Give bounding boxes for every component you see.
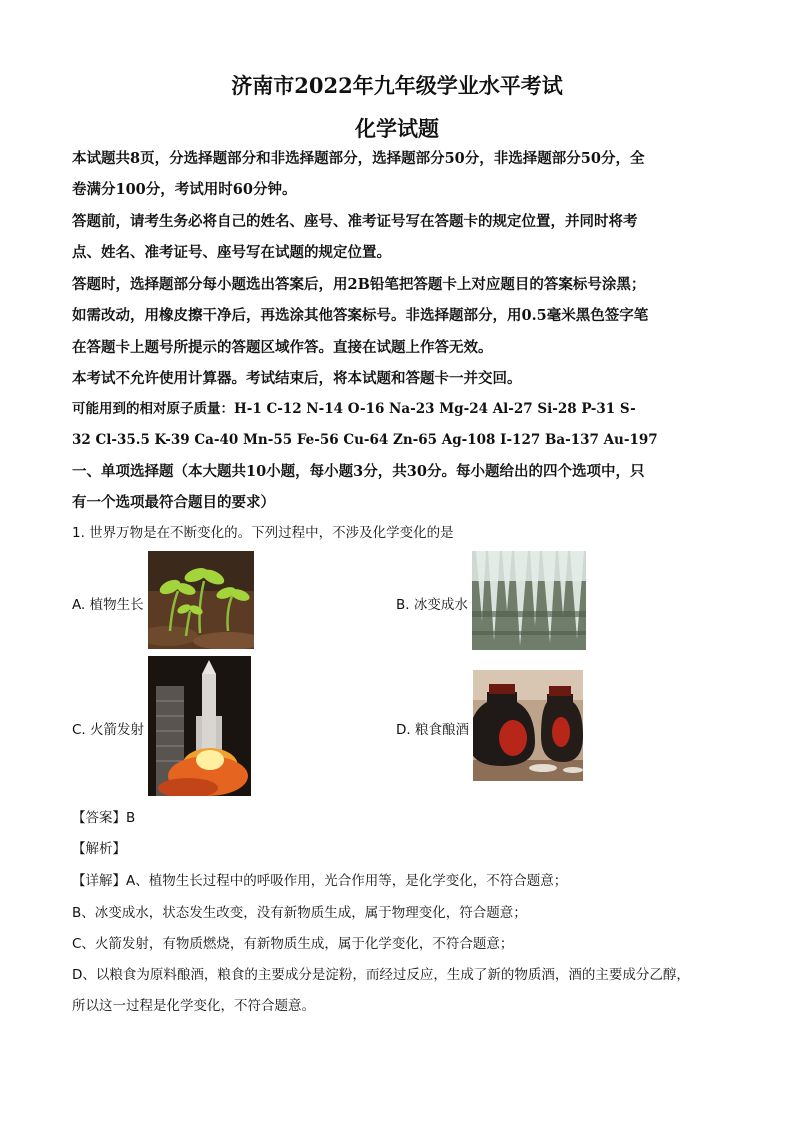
question-stem: 1. 世界万物是在不断变化的。下列过程中，不涉及化学变化的是: [72, 525, 454, 541]
exam-title: 济南市2022年九年级学业水平考试: [231, 73, 563, 98]
instruction-line: 如需改动，用橡皮擦干净后，再选涂其他答案标号。非选择题部分，用0.5毫米黑色签字笔: [72, 307, 649, 324]
detail-line: D、以粮食为原料酿酒，粮食的主要成分是淀粉，而经过反应，生成了新的物质酒，酒的主要成分乙醇，: [72, 967, 690, 983]
option-a-image: [148, 551, 254, 649]
instruction-line: 本考试不允许使用计算器。考试结束后，将本试题和答题卡一并交回。: [72, 370, 522, 387]
instruction-line: 答题前，请考生务必将自己的姓名、座号、准考证号写在答题卡的规定位置，并同时将考: [72, 213, 638, 230]
atomic-mass-line: 32 Cl-35.5 K-39 Ca-40 Mn-55 Fe-56 Cu-64 Zn-65 Ag-108 I-127 Ba-137 Au-197: [72, 432, 658, 448]
section-heading: 有一个选项最符合题目的要求）: [72, 494, 275, 511]
detail-line: C、火箭发射，有物质燃烧，有新物质生成，属于化学变化，不符合题意；: [72, 936, 514, 952]
exam-subtitle: 化学试题: [355, 116, 439, 141]
option-b-image: [472, 551, 586, 650]
atomic-mass-line: 可能用到的相对原子质量：H-1 C-12 N-14 O-16 Na-23 Mg-24 Al-27 Si-28 P-31 S-: [72, 401, 636, 417]
instruction-line: 本试题共8页，分选择题部分和非选择题部分，选择题部分50分，非选择题部分50分，全: [72, 150, 645, 167]
analysis-label: 【解析】: [72, 841, 126, 857]
option-b-label: B. 冰变成水: [396, 597, 468, 613]
instruction-line: 卷满分100分，考试用时60分钟。: [72, 181, 297, 198]
option-d-image: [473, 670, 583, 781]
option-d-label: D. 粮食酿酒: [396, 722, 469, 738]
instruction-line: 点、姓名、准考证号、座号写在试题的规定位置。: [72, 244, 391, 261]
detail-line: B、冰变成水，状态发生改变，没有新物质生成，属于物理变化，符合题意；: [72, 905, 527, 921]
option-c-image: [148, 656, 251, 796]
answer-label: 【答案】B: [72, 810, 136, 826]
option-c-label: C. 火箭发射: [72, 722, 145, 738]
option-a-label: A. 植物生长: [72, 597, 144, 613]
section-heading: 一、单项选择题（本大题共10小题，每小题3分，共30分。每小题给出的四个选项中，只: [72, 463, 645, 480]
instruction-line: 在答题卡上题号所提示的答题区域作答。直接在试题上作答无效。: [72, 339, 493, 356]
detail-line: 所以这一过程是化学变化，不符合题意。: [72, 998, 315, 1014]
detail-line: 【详解】A、植物生长过程中的呼吸作用，光合作用等，是化学变化，不符合题意；: [72, 873, 568, 889]
instruction-line: 答题时，选择题部分每小题选出答案后，用2B铅笔把答题卡上对应题目的答案标号涂黑；: [72, 276, 646, 293]
